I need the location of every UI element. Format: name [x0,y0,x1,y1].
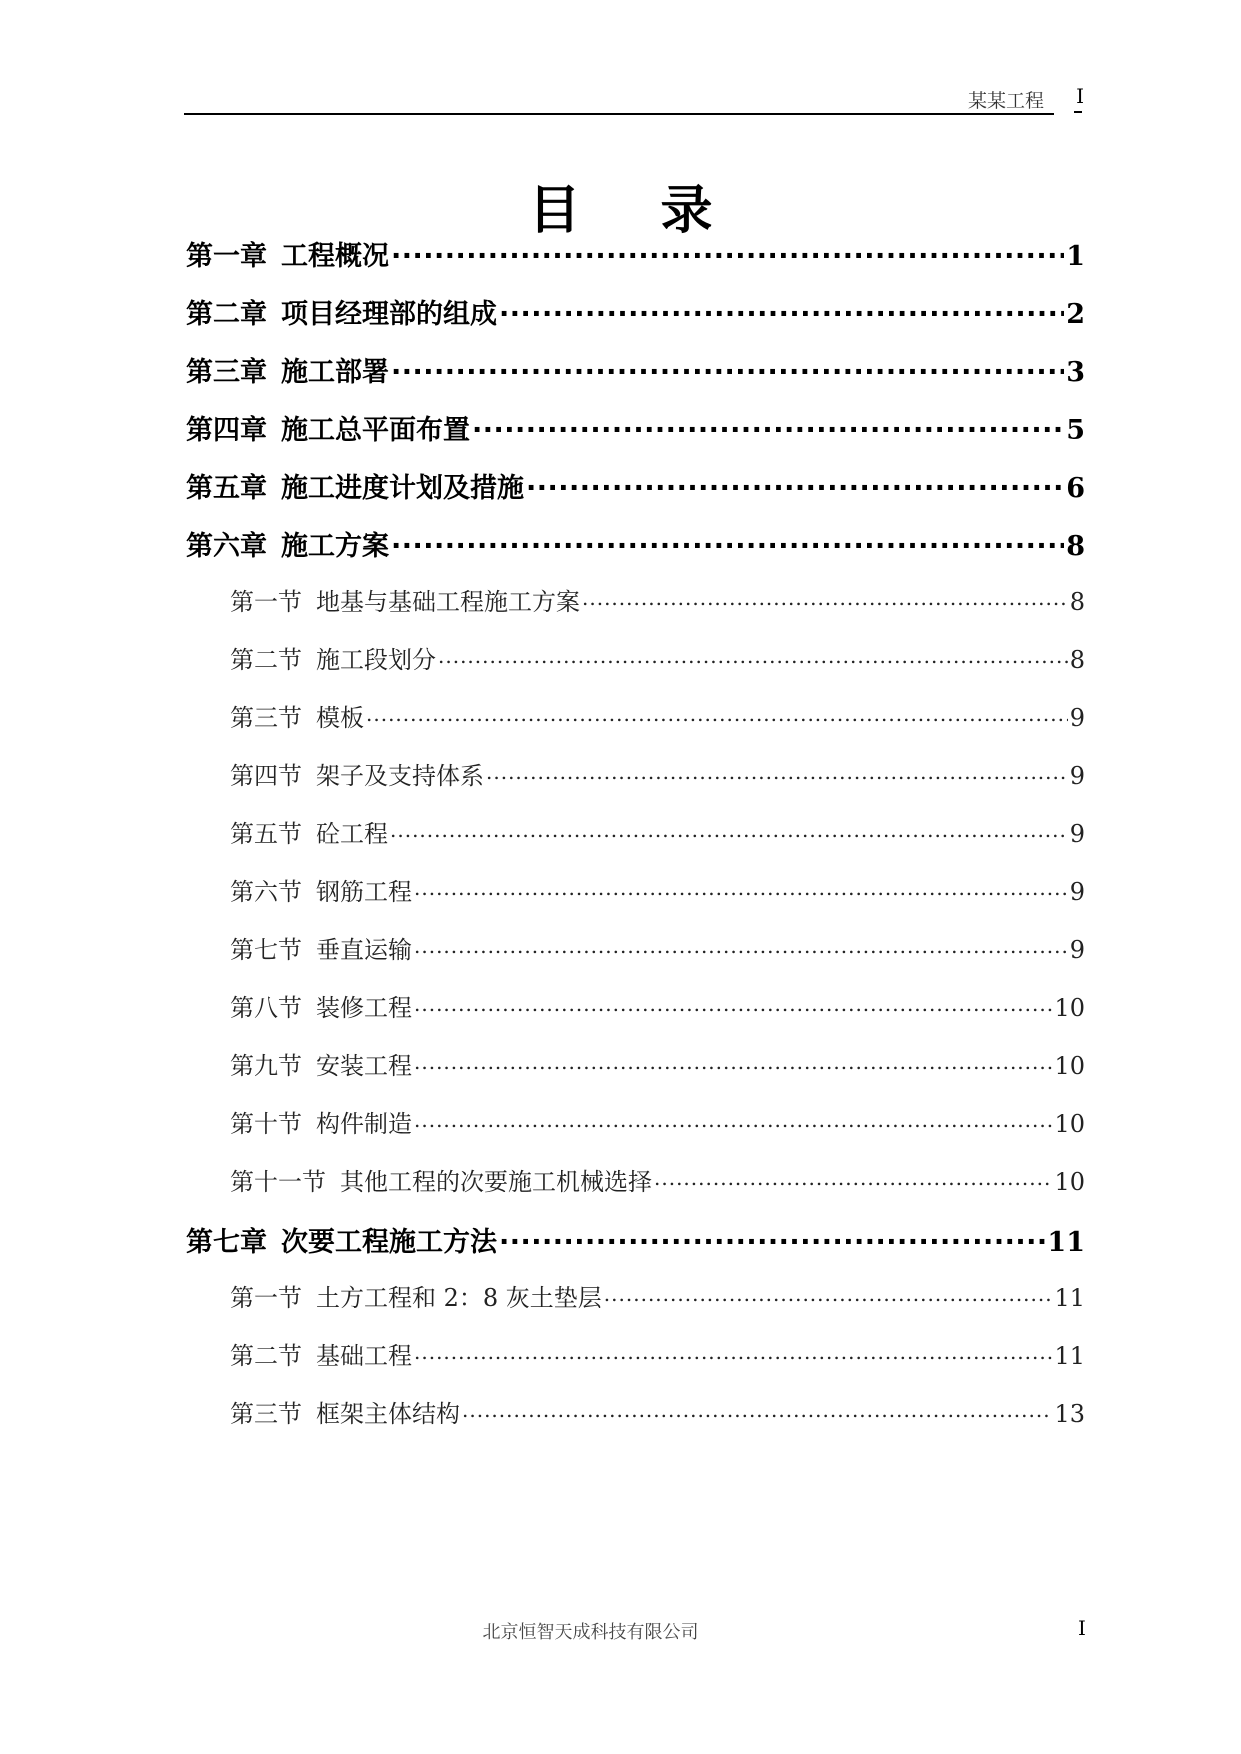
toc-entry-number: 第二章 [186,299,267,330]
toc-entry-number: 第七节 [230,936,302,964]
toc-entry-label: 构件制造 [316,1110,412,1138]
toc-entry-page-number: 8 [1066,531,1085,562]
toc-entry-number: 第六节 [230,878,302,906]
toc-dot-leader [499,296,1064,323]
toc-section-entry[interactable] [230,1046,1085,1081]
toc-entry-number: 第一节 [230,588,302,616]
toc-entry-page-number: 11 [1054,1342,1085,1370]
toc-chapter-entry[interactable] [186,292,1085,331]
toc-chapter-entry[interactable] [186,234,1085,273]
page-header [184,84,1088,118]
toc-entry-number: 第三节 [230,704,302,732]
toc-entry-number: 第十节 [230,1110,302,1138]
toc-dot-leader [414,876,1068,900]
toc-entry-number: 第四节 [230,762,302,790]
toc-dot-leader [582,586,1068,610]
toc-entry-page-number: 10 [1054,1052,1085,1080]
toc-entry-page-number: 9 [1069,936,1085,964]
toc-section-entry[interactable] [230,814,1085,849]
header-rule [184,113,1054,115]
toc-entry-number: 第七章 [186,1227,267,1258]
header-title: 某某工程 [967,90,1044,112]
toc-entry-page-number: 6 [1066,473,1085,504]
toc-entry-label: 其他工程的次要施工机械选择 [340,1168,652,1196]
toc-section-entry[interactable] [230,640,1085,675]
toc-entry-label: 土方工程和 2：8 灰土垫层 [316,1284,602,1312]
toc-chapter-entry[interactable] [186,408,1085,447]
toc-entry-number: 第四章 [186,415,267,446]
toc-dot-leader [414,1050,1052,1074]
toc-entry-number: 第二节 [230,646,302,674]
toc-entry-page-number: 3 [1066,357,1085,388]
toc-entry-label: 施工进度计划及措施 [281,473,524,504]
toc-section-entry[interactable] [230,756,1085,791]
toc-entry-page-number: 13 [1054,1400,1085,1428]
toc-entry-label: 施工总平面布置 [281,415,470,446]
toc-entry-number: 第八节 [230,994,302,1022]
toc-section-entry[interactable] [230,1162,1085,1197]
toc-entry-label: 钢筋工程 [316,878,412,906]
toc-entry-label: 施工部署 [281,357,389,388]
toc-entry-number: 第三节 [230,1400,302,1428]
toc-section-entry[interactable] [230,1104,1085,1139]
toc-entry-label: 基础工程 [316,1342,412,1370]
toc-dot-leader [414,1108,1052,1132]
toc-section-entry[interactable] [230,582,1085,617]
toc-title-char-2: 录 [660,181,793,241]
toc-entry-label: 架子及支持体系 [316,762,484,790]
toc-entry-label: 施工段划分 [316,646,436,674]
toc-entry-page-number: 1 [1066,241,1085,272]
toc-entry-page-number: 8 [1069,646,1085,674]
footer-company: 北京恒智天成科技有限公司 [482,1622,699,1643]
toc-entry-label: 次要工程施工方法 [281,1227,497,1258]
toc-entry-number: 第三章 [186,357,267,388]
toc-entry-label: 施工方案 [281,531,389,562]
toc-dot-leader [390,818,1068,842]
toc-entry-page-number: 10 [1054,1168,1085,1196]
toc-dot-leader [486,760,1068,784]
toc-entry-number: 第十一节 [230,1168,326,1196]
toc-chapter-entry[interactable] [186,1220,1085,1259]
toc-section-entry[interactable] [230,1394,1085,1429]
toc-entry-number: 第五节 [230,820,302,848]
toc-entry-label: 装修工程 [316,994,412,1022]
toc-entry-number: 第一章 [186,241,267,272]
toc-dot-leader [462,1398,1052,1422]
toc-dot-leader [438,644,1068,668]
toc-entry-number: 第九节 [230,1052,302,1080]
toc-dot-leader [654,1166,1052,1190]
toc-entry-number: 第一节 [230,1284,302,1312]
toc-section-entry[interactable] [230,930,1085,965]
toc-dot-leader [391,528,1064,555]
header-page-number: I [1076,84,1084,108]
toc-dot-leader [366,702,1068,726]
toc-title-char-1: 目 [528,181,661,241]
toc-chapter-entry[interactable] [186,524,1085,563]
toc-section-entry[interactable] [230,698,1085,733]
toc-chapter-entry[interactable] [186,350,1085,389]
toc-section-entry[interactable] [230,872,1085,907]
toc-dot-leader [414,934,1068,958]
toc-entry-page-number: 10 [1054,994,1085,1022]
toc-entry-label: 安装工程 [316,1052,412,1080]
toc-dot-leader [526,470,1064,497]
toc-entry-page-number: 8 [1069,588,1085,616]
toc-entry-label: 框架主体结构 [316,1400,460,1428]
toc-dot-leader [414,992,1052,1016]
toc-entry-page-number: 9 [1069,878,1085,906]
toc-entry-label: 垂直运输 [316,936,412,964]
toc-dot-leader [391,238,1064,265]
toc-title [0,168,1241,243]
toc-entry-label: 项目经理部的组成 [281,299,497,330]
toc-section-entry[interactable] [230,988,1085,1023]
toc-entry-number: 第六章 [186,531,267,562]
toc-entry-page-number: 5 [1066,415,1085,446]
header-page-underline [1074,111,1082,113]
toc-dot-leader [391,354,1064,381]
toc-entry-page-number: 11 [1047,1227,1085,1258]
toc-entry-label: 工程概况 [281,241,389,272]
toc-entry-page-number: 11 [1054,1284,1085,1312]
toc-entry-number: 第二节 [230,1342,302,1370]
toc-dot-leader [472,412,1064,439]
toc-entry-page-number: 9 [1069,704,1085,732]
toc-chapter-entry[interactable] [186,466,1085,505]
toc-section-entry[interactable] [230,1336,1085,1371]
toc-section-entry[interactable] [230,1278,1085,1313]
toc-dot-leader [414,1340,1052,1364]
footer-page-number: I [1078,1616,1086,1640]
toc-entry-label: 地基与基础工程施工方案 [316,588,580,616]
toc-dot-leader [604,1282,1053,1306]
toc-entry-label: 砼工程 [316,820,388,848]
toc-entry-page-number: 9 [1069,820,1085,848]
toc-entry-number: 第五章 [186,473,267,504]
toc-entry-page-number: 9 [1069,762,1085,790]
toc-entry-page-number: 10 [1054,1110,1085,1138]
toc-dot-leader [499,1224,1045,1251]
toc-entry-page-number: 2 [1066,299,1085,330]
toc-entry-label: 模板 [316,704,364,732]
